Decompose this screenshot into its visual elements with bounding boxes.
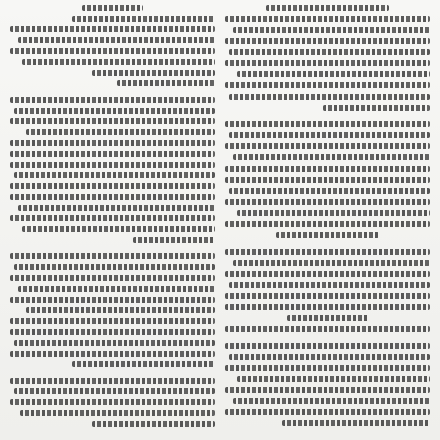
handwriting-stroke <box>225 60 430 66</box>
handwriting-stroke <box>72 16 216 22</box>
text-line <box>225 292 430 300</box>
text-line <box>225 59 430 67</box>
text-line <box>10 236 215 244</box>
text-line <box>225 70 430 78</box>
text-line <box>10 69 215 77</box>
handwriting-stroke <box>26 307 215 313</box>
text-line <box>10 128 215 136</box>
handwriting-stroke <box>82 5 144 11</box>
text-line <box>225 93 430 101</box>
text-line <box>225 259 430 267</box>
text-line <box>225 303 430 311</box>
handwriting-stroke <box>20 410 215 416</box>
handwriting-stroke <box>14 264 215 270</box>
text-line <box>225 353 430 361</box>
handwriting-stroke <box>22 226 215 232</box>
text-line <box>10 26 215 34</box>
handwriting-stroke <box>229 282 430 288</box>
text-line <box>10 263 215 271</box>
handwriting-stroke <box>225 304 430 310</box>
handwriting-stroke <box>10 275 215 281</box>
handwriting-stroke <box>225 343 430 349</box>
text-line <box>10 4 215 12</box>
text-line <box>225 48 430 56</box>
handwriting-stroke <box>18 37 215 43</box>
text-line <box>10 193 215 201</box>
handwriting-stroke <box>233 398 430 404</box>
handwriting-stroke <box>14 108 215 114</box>
handwriting-stroke <box>10 399 215 405</box>
text-line <box>225 375 430 383</box>
handwriting-stroke <box>225 271 430 277</box>
text-line <box>225 419 430 427</box>
handwriting-stroke <box>10 183 215 189</box>
handwriting-stroke <box>14 388 215 394</box>
handwriting-stroke <box>225 409 430 415</box>
handwriting-stroke <box>10 378 215 384</box>
handwriting-stroke <box>26 129 215 135</box>
handwriting-stroke <box>14 340 215 346</box>
text-line <box>10 387 215 395</box>
text-line <box>10 274 215 282</box>
text-line <box>10 150 215 158</box>
text-line <box>225 248 430 256</box>
handwriting-stroke <box>225 38 430 44</box>
text-line <box>10 96 215 104</box>
text-line <box>10 117 215 125</box>
text-line <box>225 314 430 322</box>
handwriting-stroke <box>117 80 215 86</box>
text-line <box>225 153 430 161</box>
text-line <box>10 182 215 190</box>
handwriting-stroke <box>10 97 215 103</box>
handwriting-stroke <box>10 351 215 357</box>
text-line <box>225 220 430 228</box>
handwriting-stroke <box>237 71 430 77</box>
handwriting-stroke <box>225 143 430 149</box>
handwriting-stroke <box>225 387 430 393</box>
right-column <box>225 4 430 436</box>
text-line <box>10 296 215 304</box>
text-line <box>225 104 430 112</box>
text-line <box>10 215 215 223</box>
text-line <box>10 47 215 55</box>
text-line <box>10 328 215 336</box>
handwriting-stroke <box>229 188 430 194</box>
text-line <box>225 15 430 23</box>
text-line <box>10 139 215 147</box>
handwriting-stroke <box>266 5 389 11</box>
handwriting-stroke <box>229 94 430 100</box>
text-line <box>225 4 430 12</box>
handwriting-stroke <box>72 361 216 367</box>
text-line <box>10 398 215 406</box>
handwriting-stroke <box>18 205 215 211</box>
handwriting-stroke <box>233 154 430 160</box>
text-line <box>225 325 430 333</box>
handwriting-stroke <box>92 421 215 427</box>
text-line <box>10 204 215 212</box>
handwriting-stroke <box>225 293 430 299</box>
text-line <box>10 350 215 358</box>
text-line <box>10 171 215 179</box>
handwriting-stroke <box>14 172 215 178</box>
handwriting-stroke <box>10 151 215 157</box>
text-line <box>225 386 430 394</box>
text-line <box>225 209 430 217</box>
handwriting-stroke <box>276 232 379 238</box>
handwriting-stroke <box>225 16 430 22</box>
text-line <box>10 285 215 293</box>
text-line <box>225 364 430 372</box>
paragraph-gap <box>10 431 215 436</box>
text-line <box>10 107 215 115</box>
text-columns <box>10 4 430 436</box>
text-line <box>10 377 215 385</box>
handwriting-stroke <box>225 249 430 255</box>
handwriting-stroke <box>10 297 215 303</box>
handwriting-stroke <box>10 48 215 54</box>
text-line <box>10 360 215 368</box>
text-line <box>10 225 215 233</box>
handwriting-stroke <box>282 420 430 426</box>
handwriting-stroke <box>10 253 215 259</box>
text-line <box>225 120 430 128</box>
handwriting-stroke <box>233 260 430 266</box>
handwriting-stroke <box>287 315 369 321</box>
text-line <box>10 80 215 88</box>
handwriting-stroke <box>18 286 215 292</box>
text-line <box>225 270 430 278</box>
text-line <box>10 161 215 169</box>
text-line <box>225 131 430 139</box>
text-line <box>225 81 430 89</box>
text-line <box>10 58 215 66</box>
handwriting-stroke <box>10 26 215 32</box>
text-line <box>10 252 215 260</box>
handwriting-stroke <box>225 82 430 88</box>
handwriting-stroke <box>229 132 430 138</box>
handwriting-stroke <box>10 162 215 168</box>
text-line <box>225 198 430 206</box>
handwriting-stroke <box>237 210 430 216</box>
text-line <box>10 339 215 347</box>
text-line <box>10 409 215 417</box>
handwriting-stroke <box>92 70 215 76</box>
handwriting-stroke <box>22 59 215 65</box>
text-line <box>10 15 215 23</box>
handwriting-stroke <box>10 194 215 200</box>
handwriting-stroke <box>10 318 215 324</box>
text-line <box>10 306 215 314</box>
handwriting-stroke <box>225 199 430 205</box>
handwriting-stroke <box>237 376 430 382</box>
text-line <box>225 342 430 350</box>
text-line <box>225 176 430 184</box>
text-line <box>225 142 430 150</box>
handwriting-stroke <box>225 365 430 371</box>
handwriting-stroke <box>133 237 215 243</box>
handwriting-stroke <box>229 354 430 360</box>
handwriting-stroke <box>323 105 430 111</box>
handwriting-stroke <box>225 166 430 172</box>
handwriting-stroke <box>10 118 215 124</box>
text-line <box>10 420 215 428</box>
left-column <box>10 4 215 436</box>
handwriting-stroke <box>10 215 215 221</box>
text-line <box>225 187 430 195</box>
text-line <box>225 408 430 416</box>
handwriting-stroke <box>229 49 430 55</box>
text-line <box>10 317 215 325</box>
text-line <box>10 36 215 44</box>
handwriting-stroke <box>225 326 430 332</box>
text-line <box>225 26 430 34</box>
handwriting-stroke <box>233 27 430 33</box>
paragraph-gap <box>225 430 430 436</box>
handwriting-stroke <box>225 121 430 127</box>
text-line <box>225 165 430 173</box>
handwriting-stroke <box>10 329 215 335</box>
text-line <box>225 397 430 405</box>
text-line <box>225 231 430 239</box>
text-line <box>225 37 430 45</box>
handwriting-stroke <box>10 140 215 146</box>
handwriting-stroke <box>225 221 430 227</box>
handwriting-stroke <box>225 177 430 183</box>
text-line <box>225 281 430 289</box>
